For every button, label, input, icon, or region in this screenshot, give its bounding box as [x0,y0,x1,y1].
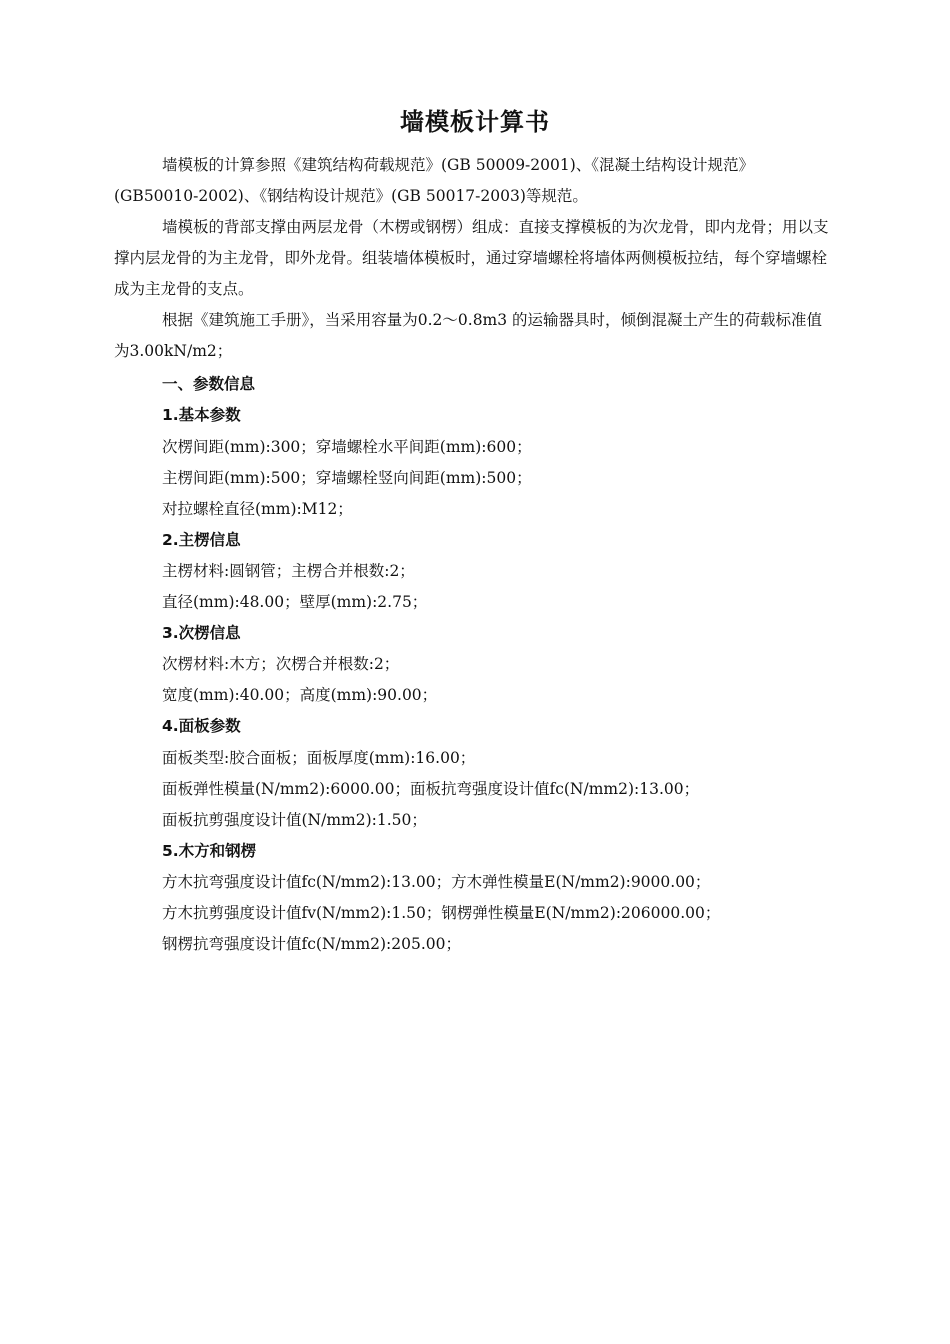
param-line: 方木抗剪强度设计值fv(N/mm2):1.50；钢楞弹性模量E(N/mm2):206000.00； [162,904,721,922]
param-line: 宽度(mm):40.00；高度(mm):90.00； [162,686,438,704]
document-title: 墙模板计算书 [400,108,550,136]
subsection-heading-timber-steel: 5.木方和钢楞 [162,842,257,860]
param-line: 面板抗剪强度设计值(N/mm2):1.50； [162,811,427,829]
param-line: 面板类型:胶合面板；面板厚度(mm):16.00； [162,749,476,767]
intro-paragraph-3: 根据《建筑施工手册》，当采用容量为0.2～0.8m3 的运输器具时，倾倒混凝土产生的荷载标准值为3.00kN/m2； [114,311,823,360]
intro-paragraph-1: 墙模板的计算参照《建筑结构荷载规范》(GB 50009-2001)、《混凝土结构设计规范》(GB50010-2002)、《钢结构设计规范》(GB 50017-2003)等规范。 [114,156,755,205]
param-line: 次楞材料:木方；次楞合并根数:2； [162,655,400,673]
section-heading-parameters: 一、参数信息 [162,375,256,393]
subsection-heading-panel: 4.面板参数 [162,717,241,735]
param-line: 面板弹性模量(N/mm2):6000.00；面板抗弯强度设计值fc(N/mm2):13.00； [162,780,700,798]
intro-paragraph-2: 墙模板的背部支撑由两层龙骨（木楞或钢楞）组成：直接支撑模板的为次龙骨，即内龙骨；用以支撑内层龙骨的为主龙骨，即外龙骨。组装墙体模板时，通过穿墙螺栓将墙体两侧模板拉结，每个穿墙螺栓成为主龙骨的支点。 [114,218,829,298]
param-line: 直径(mm):48.00；壁厚(mm):2.75； [162,593,428,611]
subsection-heading-secondary-joist: 3.次楞信息 [162,624,241,642]
param-line: 次楞间距(mm):300；穿墙螺栓水平间距(mm):600； [162,438,532,456]
subsection-heading-basic: 1.基本参数 [162,406,241,424]
param-line: 方木抗弯强度设计值fc(N/mm2):13.00；方木弹性模量E(N/mm2):9000.00； [162,873,711,891]
param-line: 主楞材料:圆钢管；主楞合并根数:2； [162,562,415,580]
param-line: 主楞间距(mm):500；穿墙螺栓竖向间距(mm):500； [162,469,532,487]
param-line: 对拉螺栓直径(mm):M12； [162,500,353,518]
param-line: 钢楞抗弯强度设计值fc(N/mm2):205.00； [162,935,462,953]
subsection-heading-main-joist: 2.主楞信息 [162,531,241,549]
